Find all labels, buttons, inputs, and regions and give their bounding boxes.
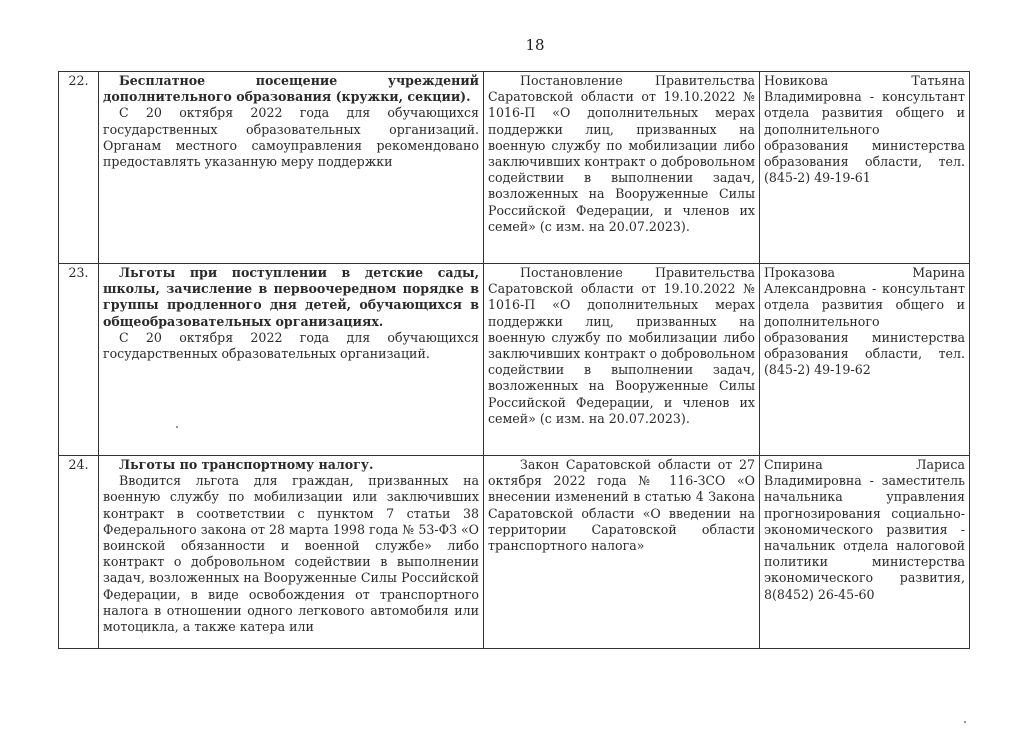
- measure-cell: [99, 264, 484, 456]
- legal-basis: Постановление Правительства Саратовской области от 19.10.2022 № 1016-П «О дополнительных мерах поддержки лиц, призванных на военную службу по мобилизации либо заключивших контракт о добровольном содействии в выполнении задач, возложенных на Вооруженные Силы Российской Федерации, и членов их семей» (с изм. на 20.07.2023).: [488, 73, 755, 234]
- measure-cell: [99, 456, 484, 649]
- measure-description: С 20 октября 2022 года для обучающихся государственных образовательных организаций.: [103, 329, 479, 362]
- scan-speck: [176, 426, 178, 428]
- contact-person: Проказова Марина Александровна - консультант отдела развития общего и дополнительного образования министерства образования области, тел. (845-2) 49-19-62: [764, 265, 965, 378]
- contact-person: Спирина Лариса Владимировна - заместитель начальника управления прогнозирования социально-экономического развития - начальник отдела налоговой политики министерства экономического развития, 8(8452) 26-45-60: [764, 457, 965, 602]
- contact-cell: [760, 456, 970, 649]
- measure-title: Льготы при поступлении в детские сады, школы, зачисление в первоочередном порядке в группы продленного дня детей, обучающихся в общеобразовательных организациях.: [103, 265, 479, 329]
- measure-cell: [99, 72, 484, 264]
- row-number: 24.: [59, 456, 99, 649]
- row-number: 22.: [59, 72, 99, 264]
- row-number: 23.: [59, 264, 99, 456]
- table-row: [59, 456, 970, 649]
- contact-cell: [760, 264, 970, 456]
- table-row: [59, 72, 970, 264]
- measure-title: Льготы по транспортному налогу.: [119, 457, 374, 472]
- legal-basis-cell: [484, 264, 760, 456]
- contact-cell: [760, 72, 970, 264]
- measure-description: С 20 октября 2022 года для обучающихся государственных образовательных организаций. Органам местного самоуправления рекомендовано предоставлять указанную меру поддержки: [103, 105, 479, 170]
- measure-description: Вводится льгота для граждан, призванных на военную службу по мобилизации или заключивших контракт в соответствии с пунктом 7 статьи 38 Федерального закона от 28 марта 1998 года № 53-ФЗ «О воинской обязанности и военной службе» либо контракт о добровольном содействии в выполнении задач, возложенных на Вооруженные Силы Российской Федерации, в виде освобождения от транспортного налога в отношении одного легкового автомобиля или мотоцикла, а также катера или: [103, 473, 479, 635]
- benefits-table: [58, 71, 970, 649]
- table-row: [59, 264, 970, 456]
- legal-basis: Постановление Правительства Саратовской области от 19.10.2022 № 1016-П «О дополнительных мерах поддержки лиц, призванных на военную службу по мобилизации либо заключивших контракт о добровольном содействии в выполнении задач, возложенных на Вооруженные Силы Российской Федерации, и членов их семей» (с изм. на 20.07.2023).: [488, 265, 755, 426]
- legal-basis-cell: [484, 72, 760, 264]
- contact-person: Новикова Татьяна Владимировна - консультант отдела развития общего и дополнительного образования министерства образования области, тел. (845-2) 49-19-61: [764, 73, 965, 186]
- measure-title: Бесплатное посещение учреждений дополнительного образования (кружки, секции).: [103, 73, 479, 105]
- page-number: 18: [525, 36, 545, 54]
- scan-speck: [964, 721, 966, 723]
- legal-basis: Закон Саратовской области от 27 октября 2022 года № 116-ЗСО «О внесении изменений в статью 4 Закона Саратовской области «О введении на территории Саратовской области транспортного налога»: [488, 457, 755, 554]
- legal-basis-cell: [484, 456, 760, 649]
